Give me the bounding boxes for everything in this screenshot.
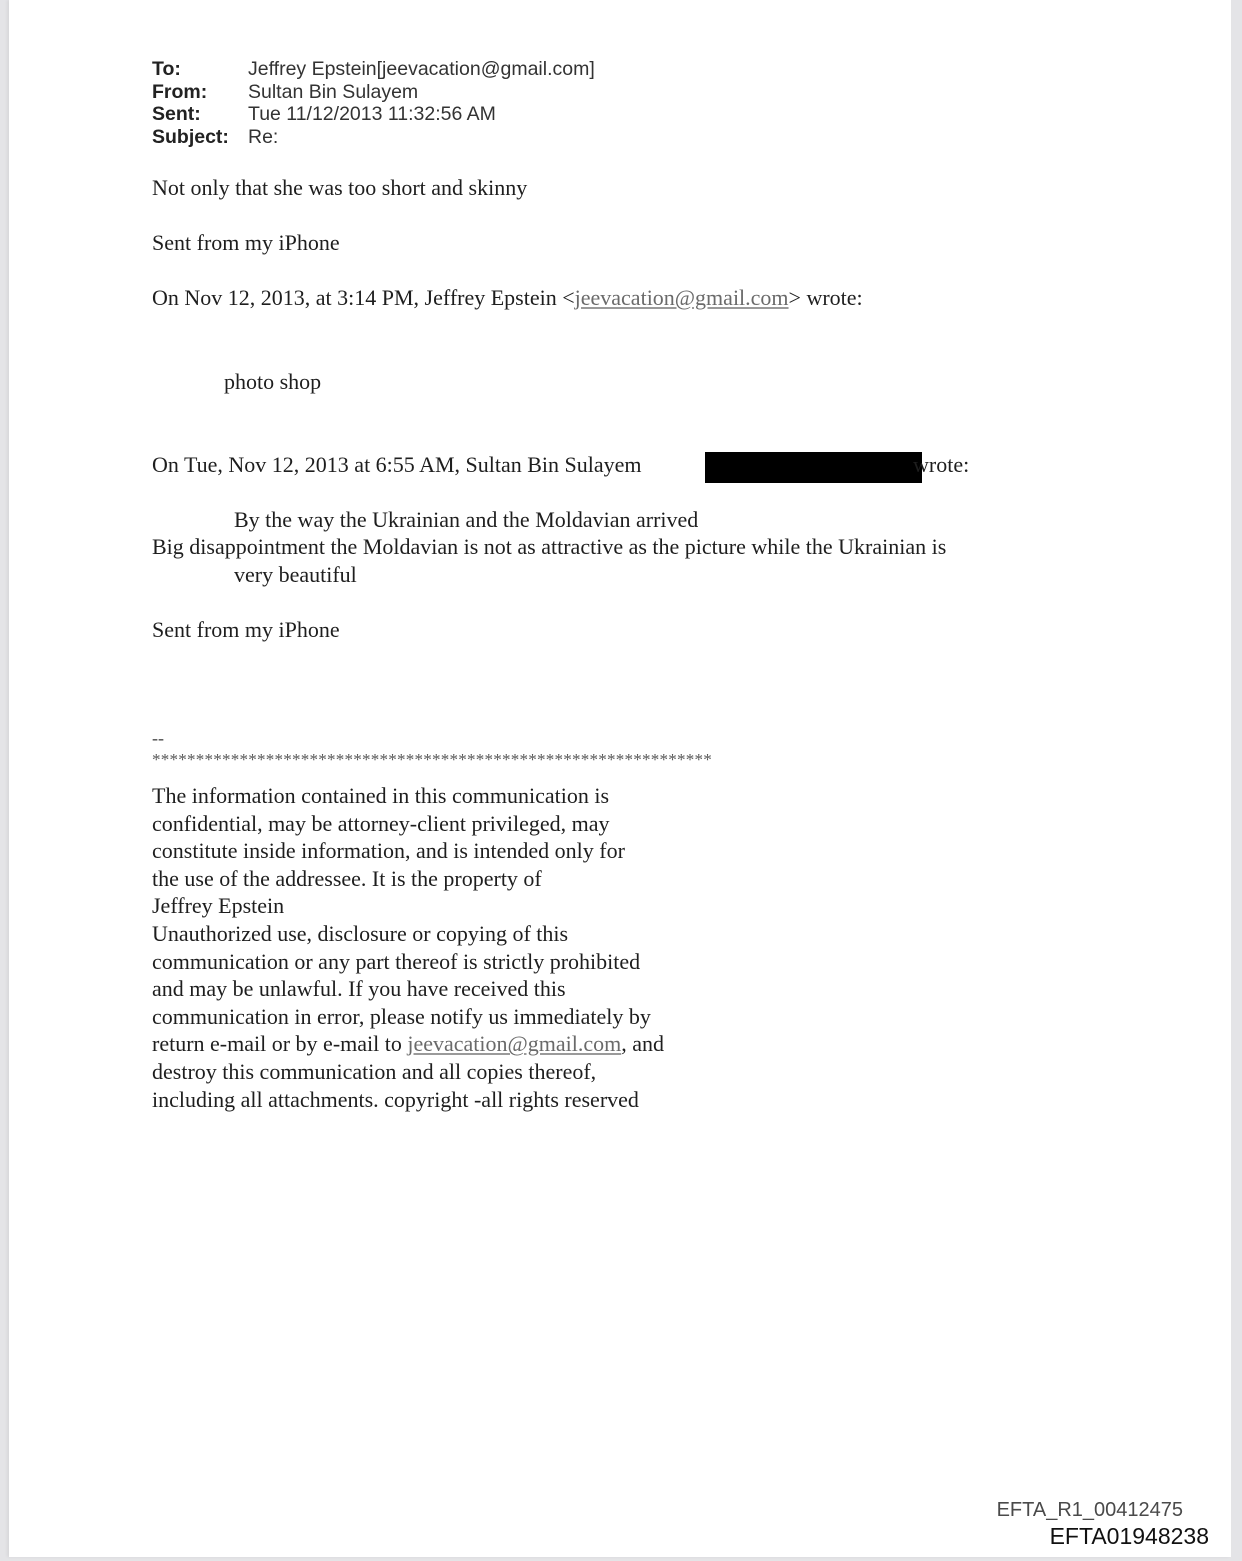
header-subject-row xyxy=(152,126,595,149)
document-page xyxy=(9,0,1231,1557)
disclaimer-email-link[interactable]: jeevacation@gmail.com xyxy=(407,1031,622,1057)
quote-1-suffix: > wrote: xyxy=(788,285,863,310)
sent-label: Sent: xyxy=(152,103,201,125)
disclaimer-line: The information contained in this communication is xyxy=(152,783,610,808)
header-to-row xyxy=(152,58,595,81)
disclaimer-line: communication or any part thereof is strictly prohibited xyxy=(152,948,641,974)
disclaimer-line: including all attachments. copyright -all rights reserved xyxy=(152,1086,639,1112)
disclaimer-line: Jeffrey Epstein xyxy=(152,893,285,919)
from-value: Sultan Bin Sulayem xyxy=(248,80,419,103)
quote-2-line-2: Big disappointment the Moldavian is not as attractive as the picture while the Ukrainian is xyxy=(152,534,947,559)
reply-text: Not only that she was too short and skinny xyxy=(152,175,528,200)
bates-number-2: EFTA01948238 xyxy=(1049,1523,1209,1549)
bates-number-1: EFTA_R1_00412475 xyxy=(996,1499,1183,1521)
from-label: From: xyxy=(152,80,208,103)
disclaimer-line: and may be unlawful. If you have received this xyxy=(152,976,566,1002)
confidentiality-disclaimer xyxy=(152,782,664,1113)
disclaimer-line: Unauthorized use, disclosure or copying of this xyxy=(152,920,569,946)
disclaimer-line-10-prefix: return e-mail or by e-mail to xyxy=(152,1031,408,1057)
header-sent-row xyxy=(152,103,595,126)
subject-value: Re: xyxy=(248,125,279,148)
disclaimer-line: communication in error, please notify us immediately by xyxy=(152,1003,651,1029)
quote-2-attribution-prefix: On Tue, Nov 12, 2013 at 6:55 AM, Sultan Bin Sulayem xyxy=(152,452,642,477)
signature-2: Sent from my iPhone xyxy=(152,617,340,642)
sent-value: Tue 11/12/2013 11:32:56 AM xyxy=(248,103,496,125)
disclaimer-line: the use of the addressee. It is the property of xyxy=(152,865,542,891)
signature-1: Sent from my iPhone xyxy=(152,230,340,255)
separator-dash: -- xyxy=(152,728,164,748)
to-value: Jeffrey Epstein[jeevacation@gmail.com] xyxy=(248,58,595,80)
email-header xyxy=(152,58,595,148)
disclaimer-line: confidential, may be attorney-client privileged, may xyxy=(152,810,610,836)
quote-1-email-link[interactable]: jeevacation@gmail.com xyxy=(574,285,789,310)
quote-2-attribution-suffix: wrote: xyxy=(913,452,970,477)
quote-2-line-1: By the way the Ukrainian and the Moldavian arrived xyxy=(234,507,699,532)
disclaimer-line: constitute inside information, and is intended only for xyxy=(152,838,625,864)
header-from-row xyxy=(152,81,595,104)
disclaimer-line xyxy=(152,1030,664,1058)
redaction-box xyxy=(705,452,922,483)
disclaimer-line: destroy this communication and all copies thereof, xyxy=(152,1058,597,1084)
subject-label: Subject: xyxy=(152,125,229,148)
quote-1-attribution xyxy=(152,284,863,311)
disclaimer-line-10-suffix: , and xyxy=(621,1031,665,1057)
to-label: To: xyxy=(152,58,181,80)
quote-1-text: photo shop xyxy=(224,369,322,394)
separator-stars: **************************************************************** xyxy=(152,750,712,769)
quote-2-line-3: very beautiful xyxy=(234,562,357,587)
quote-1-prefix: On Nov 12, 2013, at 3:14 PM, Jeffrey Epstein < xyxy=(152,285,575,310)
